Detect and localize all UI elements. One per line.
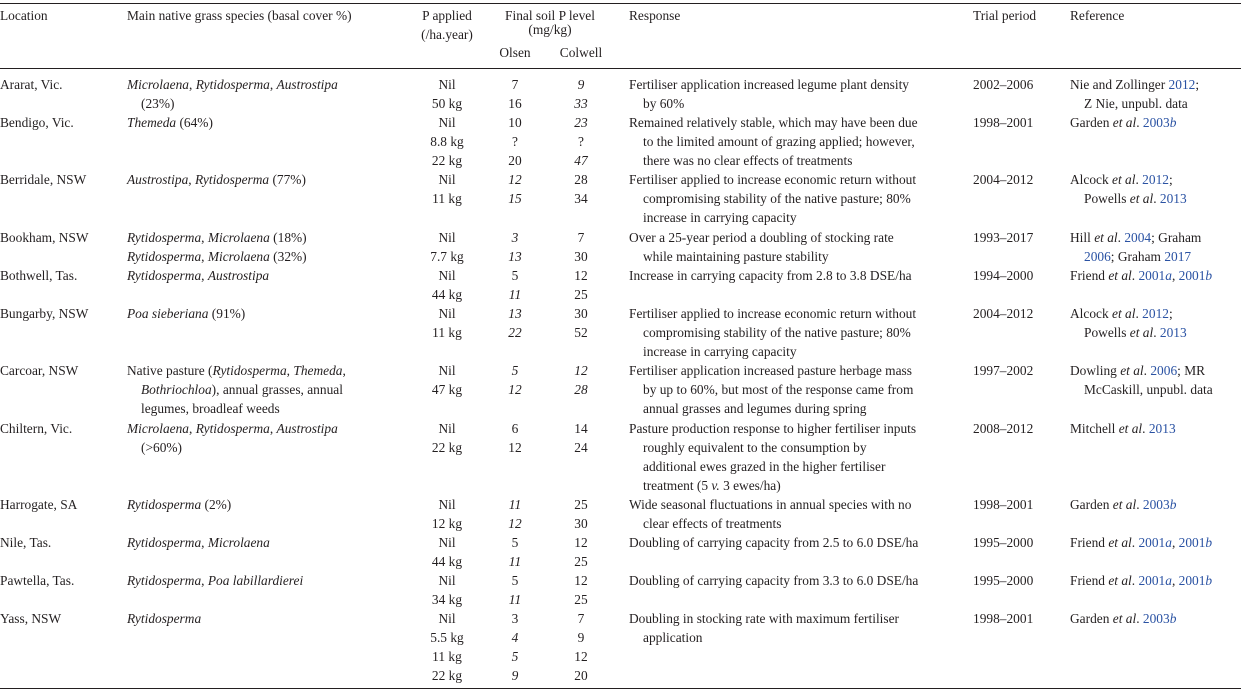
reference-cell — [1070, 533, 1212, 552]
colwell-cell: ? — [578, 134, 584, 149]
reference-link[interactable]: 2004 — [1124, 230, 1152, 245]
separator: , — [201, 230, 208, 245]
colwell-cell: 24 — [574, 440, 588, 455]
separator: , — [286, 363, 294, 378]
ref-punct: . — [1131, 535, 1139, 550]
species-name: Rytidosperma — [195, 77, 270, 92]
header-final-p-line2: (mg/kg) — [528, 22, 572, 37]
species-name: Rytidosperma — [194, 172, 270, 187]
species-cover: (77%) — [269, 172, 306, 187]
response-cell: Remained relatively stable, which may have been due — [629, 115, 918, 130]
reference-link[interactable]: 2001b — [1178, 268, 1213, 283]
ref-et-al: et al — [1108, 535, 1132, 550]
olsen-cell: 5 — [511, 573, 519, 588]
trial-period-cell: 1994–2000 — [973, 268, 1034, 283]
reference-link[interactable]: 2013 — [1159, 325, 1187, 340]
separator: , — [188, 77, 196, 92]
ref-author: Powells — [1084, 325, 1130, 340]
species-cell — [127, 228, 307, 247]
separator: , — [201, 535, 208, 550]
header-p-applied — [405, 6, 489, 44]
olsen-cell: 5 — [511, 268, 519, 283]
ref-punct: . — [1135, 306, 1143, 321]
location-cell: Carcoar, NSW — [0, 363, 79, 378]
response-cell: application — [643, 630, 703, 645]
olsen-cell: 11 — [508, 287, 522, 302]
response-cell: Fertiliser applied to increase economic return without — [629, 172, 917, 187]
ref-punct: ; — [1168, 172, 1173, 187]
p-applied-cell: Nil — [438, 77, 456, 92]
reference-cell — [1084, 189, 1187, 208]
reference-cell — [1070, 304, 1173, 323]
response-cell: to the limited amount of grazing applied; however, — [643, 134, 915, 149]
p-applied-cell: Nil — [438, 115, 456, 130]
reference-cell: McCaskill, unpubl. data — [1084, 382, 1213, 397]
p-applied-cell: 50 kg — [431, 96, 463, 111]
species-name: Rytidosperma — [127, 230, 202, 245]
species-cell — [141, 380, 343, 399]
ref-punct: . — [1136, 497, 1143, 512]
response-cell: Doubling in stocking rate with maximum fertiliser — [629, 611, 899, 626]
species-name: Austrostipa — [276, 77, 338, 92]
p-applied-cell: Nil — [438, 535, 456, 550]
ref-punct: . — [1143, 363, 1151, 378]
ref-et-al: et al — [1112, 172, 1136, 187]
separator: , — [269, 77, 277, 92]
trial-period-cell: 2008–2012 — [973, 421, 1034, 436]
ref-author: Powells — [1084, 191, 1130, 206]
response-cell: clear effects of treatments — [643, 516, 782, 531]
header-p-applied-line1: P applied — [422, 8, 472, 23]
olsen-cell: 3 — [511, 611, 519, 626]
response-cell: Increase in carrying capacity from 2.8 to 3.8 DSE/ha — [629, 268, 912, 283]
ref-punct: , — [1171, 268, 1179, 283]
species-cover: (32%) — [269, 249, 307, 264]
colwell-cell: 12 — [574, 535, 588, 550]
reference-link[interactable]: 2001b — [1178, 535, 1213, 550]
species-cell — [127, 170, 306, 189]
reference-link[interactable]: 2006 — [1150, 363, 1178, 378]
response-cell: by 60% — [643, 96, 685, 111]
ref-author: Friend — [1070, 535, 1109, 550]
response-cell: Fertiliser applied to increase economic return without — [629, 306, 917, 321]
colwell-cell: 12 — [574, 363, 588, 378]
species-name: Rytidosperma — [127, 497, 202, 512]
ref-et-al: et al — [1118, 421, 1143, 436]
olsen-cell: 5 — [511, 535, 519, 550]
species-name: Rytidosperma — [127, 573, 202, 588]
response-cell: annual grasses and legumes during spring — [643, 401, 867, 416]
reference-link[interactable]: 2017 — [1164, 249, 1192, 264]
species-name: Rytidosperma — [127, 611, 202, 626]
p-applied-cell: Nil — [438, 573, 456, 588]
ref-punct: , — [1171, 573, 1179, 588]
trial-period-cell: 1998–2001 — [973, 115, 1034, 130]
response-cell: by up to 60%, but most of the response came from — [643, 382, 914, 397]
p-applied-cell: Nil — [438, 268, 456, 283]
colwell-cell: 30 — [574, 306, 588, 321]
location-cell: Bungarby, NSW — [0, 306, 89, 321]
response-text: treatment (5 — [643, 478, 712, 493]
trial-period-cell: 1995–2000 — [973, 535, 1034, 550]
ref-punct: . — [1136, 611, 1143, 626]
species-cell — [127, 533, 270, 552]
response-cell: there was no clear effects of treatments — [643, 153, 853, 168]
p-applied-cell: 44 kg — [431, 554, 463, 569]
species-cover: (91%) — [208, 306, 246, 321]
olsen-cell: 11 — [508, 554, 522, 569]
header-location: Location — [0, 8, 48, 23]
colwell-cell: 25 — [574, 497, 588, 512]
location-cell: Yass, NSW — [0, 611, 62, 626]
response-cell: Fertiliser application increased legume plant density — [629, 77, 910, 92]
colwell-cell: 9 — [577, 630, 585, 645]
p-applied-cell: Nil — [438, 611, 456, 626]
species-name: Rytidosperma — [212, 363, 287, 378]
ref-punct: ; — [1168, 306, 1173, 321]
trial-period-cell: 1997–2002 — [973, 363, 1034, 378]
response-cell: increase in carrying capacity — [643, 344, 797, 359]
colwell-cell: 9 — [577, 77, 585, 92]
species-name: Themeda — [127, 115, 177, 130]
ref-punct: . — [1153, 191, 1160, 206]
reference-cell — [1070, 228, 1201, 247]
header-final-p-line1: Final soil P level — [505, 8, 595, 23]
olsen-cell: 10 — [508, 115, 522, 130]
species-name: Themeda — [293, 363, 343, 378]
species-cover: (23%) — [141, 96, 175, 111]
reference-link[interactable]: 2006 — [1084, 249, 1111, 264]
location-cell: Bothwell, Tas. — [0, 268, 78, 283]
ref-et-al: et al — [1108, 268, 1132, 283]
olsen-cell: 15 — [508, 191, 522, 206]
p-applied-cell: 8.8 kg — [430, 134, 464, 149]
olsen-cell: 9 — [511, 668, 519, 683]
reference-cell: Z Nie, unpubl. data — [1084, 96, 1188, 111]
ref-author: Alcock — [1070, 306, 1113, 321]
reference-link[interactable]: 2001b — [1178, 573, 1213, 588]
colwell-cell: 20 — [574, 668, 588, 683]
colwell-cell: 14 — [574, 421, 588, 436]
colwell-cell: 25 — [574, 287, 588, 302]
species-name: Rytidosperma — [127, 249, 202, 264]
reference-link[interactable]: 2012 — [1142, 172, 1169, 187]
p-applied-cell: 22 kg — [431, 153, 463, 168]
separator: , — [342, 363, 346, 378]
species-cell — [127, 266, 269, 285]
header-trial-period: Trial period — [973, 8, 1037, 23]
ref-et-al: et al — [1112, 611, 1137, 626]
species-cell — [127, 495, 231, 514]
ref-author: Mitchell — [1070, 421, 1119, 436]
colwell-cell: 12 — [574, 649, 588, 664]
reference-link[interactable]: 2003b — [1142, 611, 1177, 626]
location-cell: Pawtella, Tas. — [0, 573, 75, 588]
olsen-cell: 12 — [508, 382, 522, 397]
species-cell — [127, 75, 338, 94]
response-cell — [643, 476, 781, 495]
reference-link[interactable]: 2001a — [1138, 535, 1172, 550]
species-name: Rytidosperma — [195, 421, 270, 436]
response-cell: Wide seasonal fluctuations in annual species with no — [629, 497, 912, 512]
ref-punct: . — [1136, 115, 1143, 130]
olsen-cell: 22 — [508, 325, 522, 340]
olsen-cell: 13 — [508, 249, 522, 264]
response-versus: v. — [711, 478, 720, 493]
location-cell: Nile, Tas. — [0, 535, 52, 550]
ref-author: Nie and Zollinger — [1070, 77, 1169, 92]
response-cell: Doubling of carrying capacity from 3.3 to 6.0 DSE/ha — [629, 573, 919, 588]
location-cell: Ararat, Vic. — [0, 77, 63, 92]
p-applied-cell: 47 kg — [431, 382, 463, 397]
ref-et-al: et al — [1120, 363, 1144, 378]
bottom-rule — [0, 688, 1241, 689]
p-applied-cell: Nil — [438, 421, 456, 436]
species-cover: (2%) — [201, 497, 232, 512]
location-cell: Chiltern, Vic. — [0, 421, 73, 436]
ref-punct: . — [1142, 421, 1149, 436]
separator: , — [188, 172, 195, 187]
p-applied-cell: Nil — [438, 363, 456, 378]
species-name: Microlaena — [207, 535, 270, 550]
reference-cell — [1070, 495, 1176, 514]
ref-et-al: et al — [1112, 497, 1137, 512]
reference-cell — [1084, 247, 1191, 266]
species-cell: legumes, broadleaf weeds — [141, 401, 280, 416]
reference-link[interactable]: 2001a — [1138, 573, 1172, 588]
header-response: Response — [629, 8, 681, 23]
ref-punct: . — [1131, 268, 1139, 283]
reference-cell — [1070, 361, 1205, 380]
p-applied-cell: 7.7 kg — [430, 249, 464, 264]
colwell-cell: 28 — [574, 382, 588, 397]
species-name: Rytidosperma — [127, 268, 202, 283]
olsen-cell: 12 — [508, 172, 522, 187]
species-name: Microlaena — [127, 421, 189, 436]
colwell-cell: 33 — [574, 96, 588, 111]
ref-author: ; Graham — [1110, 249, 1165, 264]
header-species: Main native grass species (basal cover %) — [127, 8, 352, 23]
p-applied-cell: 11 kg — [432, 649, 462, 664]
location-cell: Berridale, NSW — [0, 172, 87, 187]
ref-author: ; MR — [1177, 363, 1206, 378]
response-cell: Doubling of carrying capacity from 2.5 to 6.0 DSE/ha — [629, 535, 919, 550]
colwell-cell: 23 — [574, 115, 588, 130]
reference-cell — [1070, 571, 1212, 590]
reference-link[interactable]: 2012 — [1168, 77, 1196, 92]
trial-period-cell: 2004–2012 — [973, 172, 1034, 187]
reference-cell — [1070, 75, 1199, 94]
trial-period-cell: 1998–2001 — [973, 611, 1034, 626]
response-cell: Fertiliser application increased pasture herbage mass — [629, 363, 912, 378]
p-applied-cell: 11 kg — [432, 325, 462, 340]
species-name: Austrostipa — [207, 268, 270, 283]
species-cell — [127, 361, 346, 380]
ref-author: Dowling — [1070, 363, 1121, 378]
p-applied-cell: 34 kg — [431, 592, 463, 607]
p-applied-cell: 22 kg — [431, 668, 463, 683]
species-name: Bothriochloa — [141, 382, 212, 397]
ref-et-al: et al — [1094, 230, 1118, 245]
species-name: Austrostipa — [276, 421, 338, 436]
reference-cell — [1070, 419, 1176, 438]
reference-cell — [1070, 170, 1173, 189]
ref-author: Hill — [1070, 230, 1095, 245]
separator: , — [201, 268, 208, 283]
colwell-cell: 7 — [577, 230, 585, 245]
ref-author: Garden — [1070, 115, 1113, 130]
olsen-cell: 12 — [508, 440, 522, 455]
species-text: ), annual grasses, annual — [211, 382, 343, 397]
colwell-cell: 25 — [574, 554, 588, 569]
response-cell: roughly equivalent to the consumption by — [643, 440, 867, 455]
ref-et-al: et al — [1108, 573, 1132, 588]
species-cell — [127, 247, 307, 266]
species-name: Poa labillardierei — [207, 573, 304, 588]
p-applied-cell: Nil — [438, 230, 456, 245]
header-p-applied-line2: (/ha.year) — [421, 27, 473, 42]
p-applied-cell: Nil — [438, 172, 456, 187]
response-cell: while maintaining pasture stability — [643, 249, 829, 264]
response-cell: Over a 25-year period a doubling of stocking rate — [629, 230, 894, 245]
colwell-cell: 25 — [574, 592, 588, 607]
species-cover: (>60%) — [141, 440, 183, 455]
olsen-cell: 4 — [511, 630, 519, 645]
colwell-cell: 47 — [574, 153, 588, 168]
ref-author: Friend — [1070, 268, 1109, 283]
ref-author: Friend — [1070, 573, 1109, 588]
species-cover: (64%) — [176, 115, 213, 130]
reference-cell — [1084, 323, 1187, 342]
olsen-cell: 16 — [508, 96, 522, 111]
response-text: 3 ewes/ha) — [719, 478, 781, 493]
p-applied-cell: 22 kg — [431, 440, 463, 455]
ref-punct: ; — [1195, 77, 1200, 92]
olsen-cell: 3 — [511, 230, 519, 245]
olsen-cell: ? — [512, 134, 518, 149]
ref-author: Garden — [1070, 611, 1113, 626]
species-name: Rytidosperma — [127, 535, 202, 550]
location-cell: Bendigo, Vic. — [0, 115, 74, 130]
olsen-cell: 20 — [508, 153, 522, 168]
reference-cell — [1070, 266, 1212, 285]
colwell-cell: 30 — [574, 249, 588, 264]
colwell-cell: 12 — [574, 573, 588, 588]
species-name: Microlaena — [207, 230, 270, 245]
header-colwell: Colwell — [559, 45, 603, 60]
ref-et-al: et al — [1129, 325, 1154, 340]
header-final-p — [490, 6, 610, 39]
colwell-cell: 52 — [574, 325, 588, 340]
species-cell — [127, 113, 213, 132]
response-cell: additional ewes grazed in the higher fertiliser — [643, 459, 886, 474]
p-applied-cell: 11 kg — [432, 191, 462, 206]
ref-author: ; Graham — [1151, 230, 1202, 245]
reference-cell — [1070, 113, 1176, 132]
reference-cell — [1070, 609, 1176, 628]
trial-period-cell: 1998–2001 — [973, 497, 1034, 512]
header-rule — [0, 68, 1241, 69]
olsen-cell: 7 — [511, 77, 519, 92]
separator: , — [201, 573, 208, 588]
species-cell — [127, 571, 303, 590]
separator: , — [201, 249, 208, 264]
species-name: Poa sieberiana — [127, 306, 209, 321]
ref-punct: . — [1131, 573, 1139, 588]
trial-period-cell: 2004–2012 — [973, 306, 1034, 321]
trial-period-cell: 1995–2000 — [973, 573, 1034, 588]
separator: , — [269, 421, 277, 436]
species-cell — [127, 304, 245, 323]
trial-period-cell: 1993–2017 — [973, 230, 1034, 245]
species-text: Native pasture ( — [127, 363, 213, 378]
colwell-cell: 12 — [574, 268, 588, 283]
species-cover: (18%) — [269, 230, 307, 245]
ref-author: Garden — [1070, 497, 1113, 512]
olsen-cell: 11 — [508, 592, 522, 607]
olsen-cell: 5 — [511, 649, 519, 664]
separator: , — [188, 421, 196, 436]
response-cell: Pasture production response to higher fertiliser inputs — [629, 421, 917, 436]
p-applied-cell: 5.5 kg — [430, 630, 464, 645]
species-cell — [127, 419, 338, 438]
location-cell: Harrogate, SA — [0, 497, 78, 512]
top-rule — [0, 3, 1241, 4]
location-cell: Bookham, NSW — [0, 230, 89, 245]
olsen-cell: 11 — [508, 497, 522, 512]
reference-link[interactable]: 2013 — [1148, 421, 1176, 436]
response-cell: compromising stability of the native pasture; 80% — [643, 325, 911, 340]
reference-link[interactable]: 2001a — [1138, 268, 1172, 283]
species-name: Austrostipa — [127, 172, 189, 187]
species-name: Microlaena — [207, 249, 270, 264]
ref-et-al: et al — [1129, 191, 1154, 206]
p-applied-cell: Nil — [438, 306, 456, 321]
response-cell: increase in carrying capacity — [643, 210, 797, 225]
colwell-cell: 30 — [574, 516, 588, 531]
p-applied-cell: 12 kg — [431, 516, 463, 531]
colwell-cell: 34 — [574, 191, 588, 206]
ref-punct: . — [1117, 230, 1125, 245]
olsen-cell: 13 — [508, 306, 522, 321]
ref-et-al: et al — [1112, 115, 1137, 130]
reference-link[interactable]: 2013 — [1159, 191, 1187, 206]
ref-punct: . — [1135, 172, 1143, 187]
olsen-cell: 12 — [508, 516, 522, 531]
p-applied-cell: Nil — [438, 497, 456, 512]
ref-et-al: et al — [1112, 306, 1136, 321]
header-olsen: Olsen — [499, 45, 531, 60]
reference-link[interactable]: 2003b — [1142, 497, 1177, 512]
colwell-cell: 7 — [577, 611, 585, 626]
ref-punct: , — [1171, 535, 1179, 550]
reference-link[interactable]: 2012 — [1142, 306, 1169, 321]
colwell-cell: 28 — [574, 172, 588, 187]
trial-period-cell: 2002–2006 — [973, 77, 1034, 92]
response-cell: compromising stability of the native pasture; 80% — [643, 191, 911, 206]
header-reference: Reference — [1070, 8, 1125, 23]
olsen-cell: 5 — [511, 363, 519, 378]
olsen-cell: 6 — [511, 421, 519, 436]
reference-link[interactable]: 2003b — [1142, 115, 1177, 130]
ref-author: Alcock — [1070, 172, 1113, 187]
p-applied-cell: 44 kg — [431, 287, 463, 302]
ref-punct: . — [1153, 325, 1160, 340]
species-name: Microlaena — [127, 77, 189, 92]
